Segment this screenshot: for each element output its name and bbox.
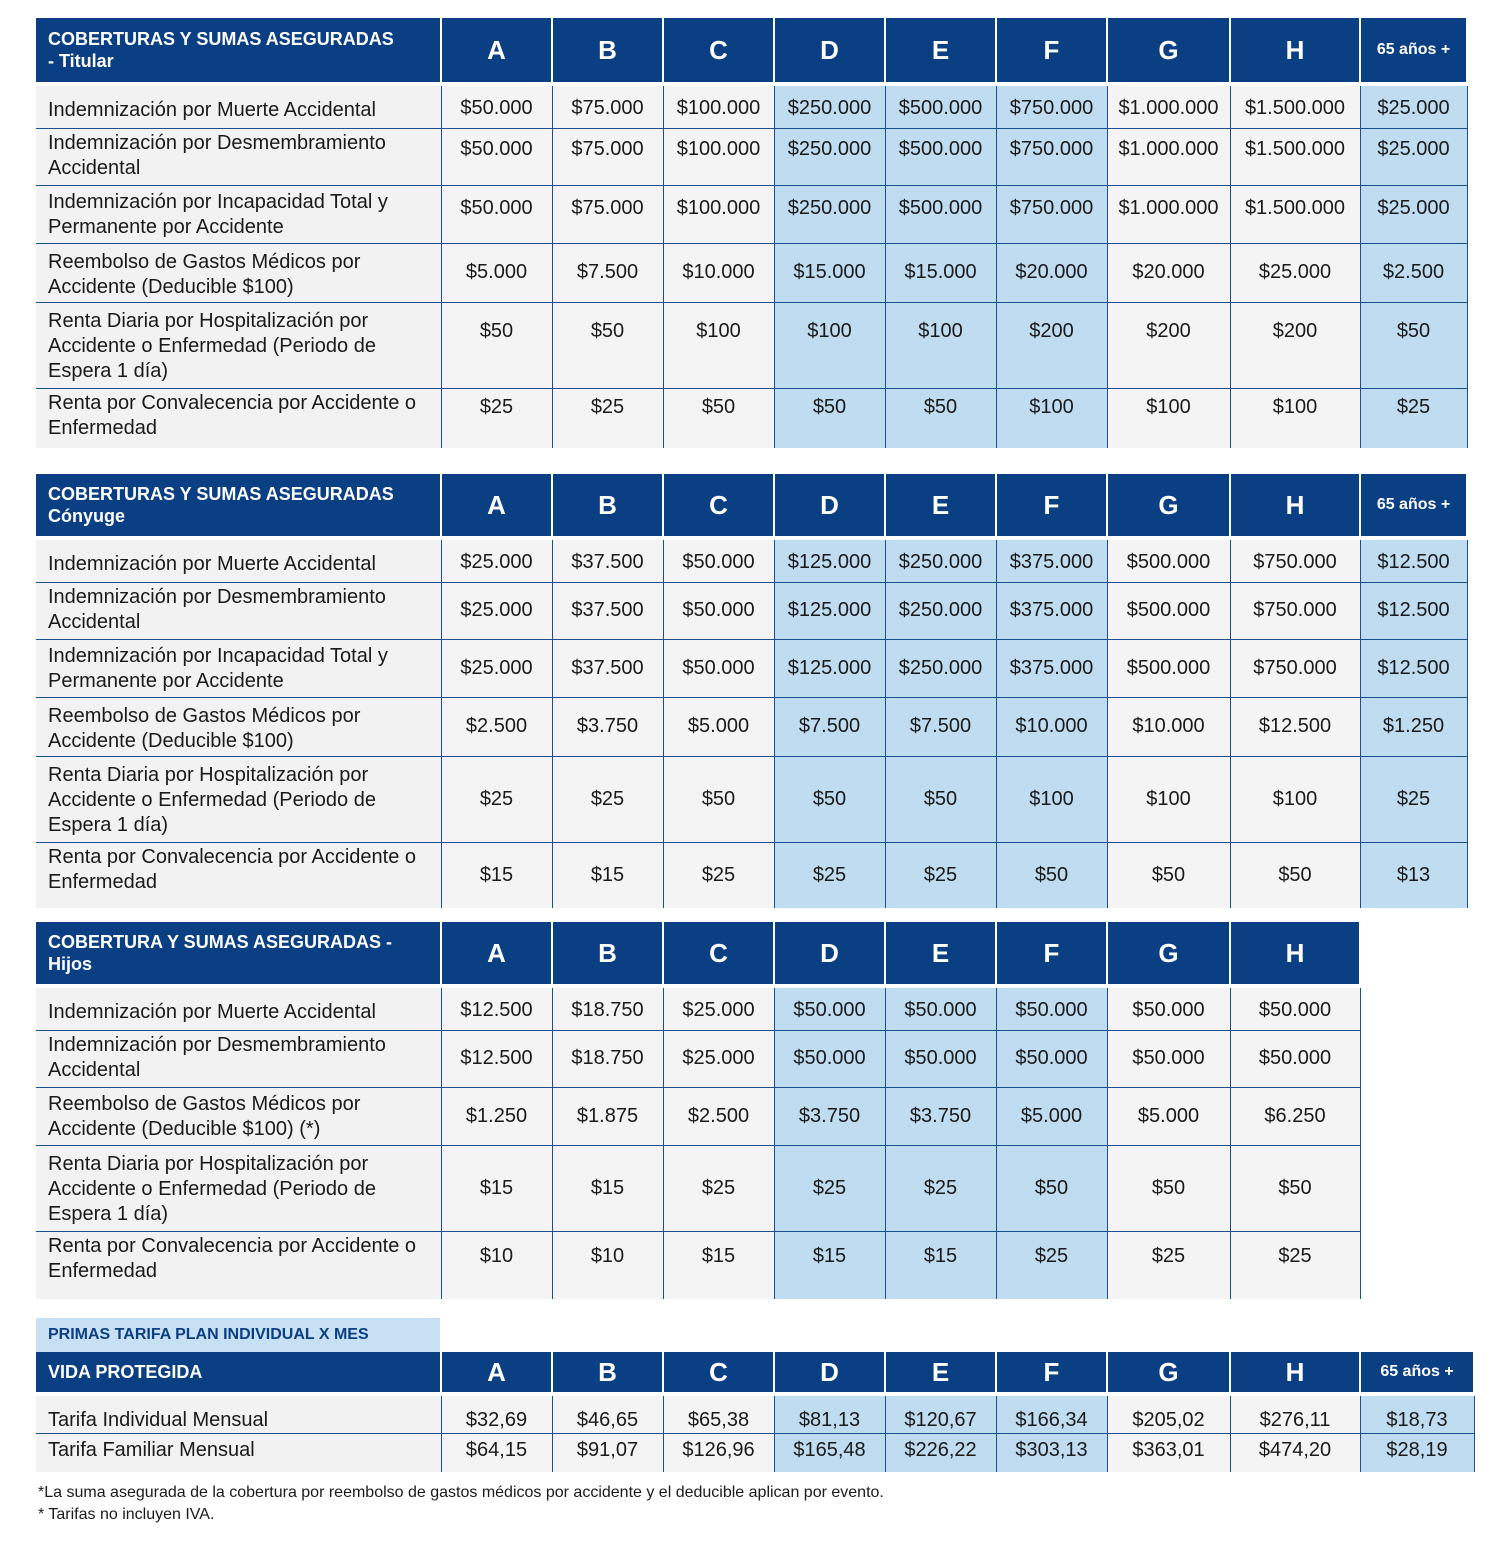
- cell-value: $1.500.000: [1230, 128, 1360, 185]
- cell-value: $50: [774, 756, 885, 842]
- column-header-h: H: [1230, 18, 1360, 82]
- row-label: Indemnización por Desmembramiento Accidental: [36, 128, 441, 185]
- cell-value: $120,67: [885, 1396, 996, 1434]
- premiums-table: [36, 1352, 1475, 1472]
- cell-value: $10.000: [1107, 697, 1230, 756]
- cell-value: $12.500: [1360, 540, 1467, 582]
- column-header-d: D: [774, 474, 885, 536]
- cell-value: $250.000: [774, 185, 885, 243]
- cell-value: $12.500: [441, 1030, 552, 1087]
- column-header-c: C: [663, 1352, 774, 1392]
- row-label: Reembolso de Gastos Médicos por Accidente (Deducible $100) (*): [36, 1087, 441, 1145]
- cell-value: $276,11: [1230, 1396, 1360, 1434]
- cell-value: $25: [774, 842, 885, 908]
- row-label: Renta Diaria por Hospitalización por Accidente o Enfermedad (Periodo de Espera 1 día): [36, 1145, 441, 1231]
- table-title-line-2: Cónyuge: [48, 506, 126, 526]
- cell-value: $226,22: [885, 1434, 996, 1472]
- cell-value: $100.000: [663, 185, 774, 243]
- cell-value: $25.000: [1360, 185, 1467, 243]
- cell-value: $18,73: [1360, 1396, 1474, 1434]
- table-row: [36, 128, 1467, 185]
- cell-value: $25: [774, 1145, 885, 1231]
- cell-value: $2.500: [441, 697, 552, 756]
- cell-value: $7.500: [885, 697, 996, 756]
- table-title-line-2: - Titular: [48, 51, 114, 71]
- cell-value: $5.000: [996, 1087, 1107, 1145]
- cell-value: $25.000: [1230, 243, 1360, 302]
- column-header-d: D: [774, 18, 885, 82]
- cell-value: $25: [885, 842, 996, 908]
- table-row: [36, 86, 1467, 128]
- cell-value: $1.500.000: [1230, 86, 1360, 128]
- cell-value: $205,02: [1107, 1396, 1230, 1434]
- cell-value: $3.750: [885, 1087, 996, 1145]
- cell-value: $1.500.000: [1230, 185, 1360, 243]
- cell-value: $15: [441, 1145, 552, 1231]
- cell-value: $12.500: [1360, 639, 1467, 697]
- row-label: Indemnización por Incapacidad Total y Permanente por Accidente: [36, 185, 441, 243]
- cell-value: $250.000: [774, 128, 885, 185]
- table-row: [36, 302, 1467, 388]
- children-coverage-table: [36, 922, 1361, 1299]
- column-header-senior: 65 años +: [1360, 18, 1467, 82]
- cell-value: $50: [885, 756, 996, 842]
- cell-value: $25: [441, 388, 552, 448]
- cell-value: $15.000: [885, 243, 996, 302]
- cell-value: $50.000: [1107, 1030, 1230, 1087]
- column-header-e: E: [885, 922, 996, 984]
- cell-value: $1.000.000: [1107, 86, 1230, 128]
- cell-value: $750.000: [1230, 540, 1360, 582]
- cell-value: $10.000: [663, 243, 774, 302]
- column-header-b: B: [552, 18, 663, 82]
- cell-value: $25: [996, 1231, 1107, 1299]
- cell-value: $50.000: [441, 86, 552, 128]
- cell-value: $12.500: [441, 988, 552, 1030]
- cell-value: $3.750: [774, 1087, 885, 1145]
- column-header-a: A: [441, 474, 552, 536]
- cell-value: $25.000: [1360, 86, 1467, 128]
- column-header-d: D: [774, 922, 885, 984]
- cell-value: $250.000: [774, 86, 885, 128]
- column-header-a: A: [441, 922, 552, 984]
- table-row: [36, 243, 1467, 302]
- column-header-f: F: [996, 18, 1107, 82]
- table-title-line-2: Hijos: [48, 954, 93, 974]
- cell-value: $50.000: [885, 988, 996, 1030]
- cell-value: $15.000: [774, 243, 885, 302]
- cell-value: $25.000: [663, 1030, 774, 1087]
- table-row: [36, 756, 1467, 842]
- row-label: Reembolso de Gastos Médicos por Accidente (Deducible $100): [36, 243, 441, 302]
- cell-value: $125.000: [774, 639, 885, 697]
- table-row: [36, 1030, 1360, 1087]
- row-label: Tarifa Individual Mensual: [36, 1396, 441, 1434]
- cell-value: $165,48: [774, 1434, 885, 1472]
- cell-value: $50.000: [885, 1030, 996, 1087]
- cell-value: $200: [996, 302, 1107, 388]
- cell-value: $100.000: [663, 86, 774, 128]
- cell-value: $75.000: [552, 128, 663, 185]
- column-header-f: F: [996, 1352, 1107, 1392]
- column-header-d: D: [774, 1352, 885, 1392]
- table-row: [36, 1087, 1360, 1145]
- row-label: Indemnización por Desmembramiento Accidental: [36, 582, 441, 639]
- cell-value: $100: [996, 756, 1107, 842]
- column-header-h: H: [1230, 1352, 1360, 1392]
- cell-value: $25: [1230, 1231, 1360, 1299]
- column-header-senior: 65 años +: [1360, 474, 1467, 536]
- cell-value: $15: [885, 1231, 996, 1299]
- cell-value: $15: [774, 1231, 885, 1299]
- cell-value: $18.750: [552, 1030, 663, 1087]
- cell-value: $50: [663, 388, 774, 448]
- cell-value: $13: [1360, 842, 1467, 908]
- cell-value: $166,34: [996, 1396, 1107, 1434]
- cell-value: $64,15: [441, 1434, 552, 1472]
- column-header-f: F: [996, 474, 1107, 536]
- cell-value: $6.250: [1230, 1087, 1360, 1145]
- table-title: [36, 1352, 441, 1392]
- table-row: [36, 582, 1467, 639]
- cell-value: $7.500: [552, 243, 663, 302]
- cell-value: $250.000: [885, 540, 996, 582]
- cell-value: $50: [1360, 302, 1467, 388]
- column-header-g: G: [1107, 474, 1230, 536]
- row-label: Indemnización por Muerte Accidental: [36, 540, 441, 582]
- cell-value: $10: [552, 1231, 663, 1299]
- cell-value: $46,65: [552, 1396, 663, 1434]
- table-title-line-1: COBERTURA Y SUMAS ASEGURADAS -: [48, 932, 393, 952]
- cell-value: $25: [552, 388, 663, 448]
- cell-value: $50.000: [774, 1030, 885, 1087]
- column-header-h: H: [1230, 474, 1360, 536]
- cell-value: $15: [663, 1231, 774, 1299]
- column-header-c: C: [663, 474, 774, 536]
- cell-value: $91,07: [552, 1434, 663, 1472]
- cell-value: $5.000: [663, 697, 774, 756]
- cell-value: $15: [552, 1145, 663, 1231]
- cell-value: $1.000.000: [1107, 185, 1230, 243]
- cell-value: $750.000: [996, 86, 1107, 128]
- cell-value: $100.000: [663, 128, 774, 185]
- column-header-e: E: [885, 18, 996, 82]
- column-header-senior: 65 años +: [1360, 1352, 1474, 1392]
- cell-value: $1.250: [1360, 697, 1467, 756]
- cell-value: $25: [441, 756, 552, 842]
- table-row: [36, 697, 1467, 756]
- cell-value: $5.000: [441, 243, 552, 302]
- column-header-e: E: [885, 1352, 996, 1392]
- row-label: Tarifa Familiar Mensual: [36, 1434, 441, 1472]
- cell-value: $81,13: [774, 1396, 885, 1434]
- cell-value: $100: [774, 302, 885, 388]
- cell-value: $50.000: [1230, 988, 1360, 1030]
- cell-value: $7.500: [774, 697, 885, 756]
- cell-value: $20.000: [1107, 243, 1230, 302]
- column-header-f: F: [996, 922, 1107, 984]
- cell-value: $500.000: [1107, 540, 1230, 582]
- cell-value: $50.000: [663, 540, 774, 582]
- cell-value: $500.000: [885, 185, 996, 243]
- cell-value: $50: [996, 1145, 1107, 1231]
- cell-value: $750.000: [996, 128, 1107, 185]
- cell-value: $10.000: [996, 697, 1107, 756]
- cell-value: $126,96: [663, 1434, 774, 1472]
- table-title-line-1: COBERTURAS Y SUMAS ASEGURADAS: [48, 484, 394, 504]
- cell-value: $375.000: [996, 639, 1107, 697]
- table-row: [36, 1396, 1474, 1434]
- column-header-g: G: [1107, 922, 1230, 984]
- cell-value: $50: [1107, 842, 1230, 908]
- table-title: [36, 922, 441, 984]
- column-header-c: C: [663, 922, 774, 984]
- cell-value: $50.000: [663, 639, 774, 697]
- cell-value: $750.000: [996, 185, 1107, 243]
- cell-value: $25.000: [1360, 128, 1467, 185]
- cell-value: $100: [1230, 756, 1360, 842]
- cell-value: $50.000: [663, 582, 774, 639]
- cell-value: $125.000: [774, 540, 885, 582]
- cell-value: $50.000: [441, 185, 552, 243]
- table-row: [36, 988, 1360, 1030]
- row-label: Renta por Convalecencia por Accidente o Enfermedad: [36, 842, 441, 908]
- row-label: Renta por Convalecencia por Accidente o Enfermedad: [36, 388, 441, 448]
- cell-value: $50.000: [441, 128, 552, 185]
- cell-value: $2.500: [1360, 243, 1467, 302]
- footnote-deductible: *La suma asegurada de la cobertura por reembolso de gastos médicos por accidente y el deducible aplican por evento.: [38, 1484, 884, 1501]
- cell-value: $10: [441, 1231, 552, 1299]
- cell-value: $25.000: [441, 582, 552, 639]
- row-label: Indemnización por Incapacidad Total y Permanente por Accidente: [36, 639, 441, 697]
- cell-value: $50: [663, 756, 774, 842]
- cell-value: $32,69: [441, 1396, 552, 1434]
- cell-value: $363,01: [1107, 1434, 1230, 1472]
- spouse-coverage-table: [36, 474, 1468, 908]
- cell-value: $100: [1107, 756, 1230, 842]
- column-header-h: H: [1230, 922, 1360, 984]
- cell-value: $50: [1107, 1145, 1230, 1231]
- cell-value: $37.500: [552, 639, 663, 697]
- table-row: [36, 842, 1467, 908]
- cell-value: $50: [552, 302, 663, 388]
- cell-value: $50: [441, 302, 552, 388]
- row-label: Indemnización por Desmembramiento Accidental: [36, 1030, 441, 1087]
- cell-value: $50: [774, 388, 885, 448]
- cell-value: $50.000: [774, 988, 885, 1030]
- cell-value: $50.000: [1230, 1030, 1360, 1087]
- column-header-e: E: [885, 474, 996, 536]
- cell-value: $1.250: [441, 1087, 552, 1145]
- cell-value: $500.000: [1107, 582, 1230, 639]
- table-title: [36, 18, 441, 82]
- table-title-text: VIDA PROTEGIDA: [48, 1362, 203, 1382]
- cell-value: $3.750: [552, 697, 663, 756]
- row-label: Reembolso de Gastos Médicos por Accidente (Deducible $100): [36, 697, 441, 756]
- row-label: Renta Diaria por Hospitalización por Accidente o Enfermedad (Periodo de Espera 1 día): [36, 756, 441, 842]
- cell-value: $50: [1230, 842, 1360, 908]
- cell-value: $50: [996, 842, 1107, 908]
- cell-value: $750.000: [1230, 582, 1360, 639]
- column-header-b: B: [552, 474, 663, 536]
- cell-value: $12.500: [1230, 697, 1360, 756]
- row-label: Renta por Convalecencia por Accidente o Enfermedad: [36, 1231, 441, 1299]
- cell-value: $750.000: [1230, 639, 1360, 697]
- footnote-iva: * Tarifas no incluyen IVA.: [38, 1506, 215, 1523]
- column-header-a: A: [441, 1352, 552, 1392]
- column-header-b: B: [552, 1352, 663, 1392]
- cell-value: $2.500: [663, 1087, 774, 1145]
- cell-value: $65,38: [663, 1396, 774, 1434]
- cell-value: $50.000: [996, 988, 1107, 1030]
- row-label: Renta Diaria por Hospitalización por Accidente o Enfermedad (Periodo de Espera 1 día): [36, 302, 441, 388]
- cell-value: $28,19: [1360, 1434, 1474, 1472]
- table-row: [36, 388, 1467, 448]
- cell-value: $25.000: [663, 988, 774, 1030]
- table-row: [36, 1231, 1360, 1299]
- column-header-b: B: [552, 922, 663, 984]
- cell-value: $100: [663, 302, 774, 388]
- titular-coverage-table: [36, 18, 1468, 448]
- cell-value: $50.000: [996, 1030, 1107, 1087]
- cell-value: $100: [996, 388, 1107, 448]
- cell-value: $12.500: [1360, 582, 1467, 639]
- table-row: [36, 1434, 1474, 1472]
- cell-value: $250.000: [885, 639, 996, 697]
- cell-value: $200: [1230, 302, 1360, 388]
- column-header-a: A: [441, 18, 552, 82]
- cell-value: $500.000: [1107, 639, 1230, 697]
- cell-value: $75.000: [552, 185, 663, 243]
- cell-value: $37.500: [552, 540, 663, 582]
- cell-value: $20.000: [996, 243, 1107, 302]
- table-row: [36, 1145, 1360, 1231]
- cell-value: $15: [552, 842, 663, 908]
- column-header-c: C: [663, 18, 774, 82]
- cell-value: $50.000: [1107, 988, 1230, 1030]
- cell-value: $5.000: [1107, 1087, 1230, 1145]
- row-label: Indemnización por Muerte Accidental: [36, 988, 441, 1030]
- cell-value: $25.000: [441, 540, 552, 582]
- cell-value: $25: [1107, 1231, 1230, 1299]
- cell-value: $1.875: [552, 1087, 663, 1145]
- cell-value: $500.000: [885, 86, 996, 128]
- cell-value: $100: [1107, 388, 1230, 448]
- table-row: [36, 540, 1467, 582]
- column-header-g: G: [1107, 18, 1230, 82]
- cell-value: $25: [1360, 756, 1467, 842]
- cell-value: $375.000: [996, 540, 1107, 582]
- cell-value: $37.500: [552, 582, 663, 639]
- cell-value: $100: [1230, 388, 1360, 448]
- cell-value: $18.750: [552, 988, 663, 1030]
- table-title: [36, 474, 441, 536]
- cell-value: $25: [663, 1145, 774, 1231]
- cell-value: $303,13: [996, 1434, 1107, 1472]
- cell-value: $25: [1360, 388, 1467, 448]
- cell-value: $125.000: [774, 582, 885, 639]
- table-row: [36, 185, 1467, 243]
- cell-value: $25: [885, 1145, 996, 1231]
- cell-value: $100: [885, 302, 996, 388]
- cell-value: $250.000: [885, 582, 996, 639]
- cell-value: $50: [885, 388, 996, 448]
- cell-value: $25.000: [441, 639, 552, 697]
- cell-value: $474,20: [1230, 1434, 1360, 1472]
- cell-value: $500.000: [885, 128, 996, 185]
- cell-value: $1.000.000: [1107, 128, 1230, 185]
- cell-value: $25: [663, 842, 774, 908]
- table-row: [36, 639, 1467, 697]
- cell-value: $375.000: [996, 582, 1107, 639]
- premiums-section-label: PRIMAS TARIFA PLAN INDIVIDUAL X MES: [36, 1318, 440, 1352]
- cell-value: $50: [1230, 1145, 1360, 1231]
- cell-value: $200: [1107, 302, 1230, 388]
- row-label: Indemnización por Muerte Accidental: [36, 86, 441, 128]
- column-header-g: G: [1107, 1352, 1230, 1392]
- cell-value: $25: [552, 756, 663, 842]
- cell-value: $75.000: [552, 86, 663, 128]
- cell-value: $15: [441, 842, 552, 908]
- table-title-line-1: COBERTURAS Y SUMAS ASEGURADAS: [48, 29, 394, 49]
